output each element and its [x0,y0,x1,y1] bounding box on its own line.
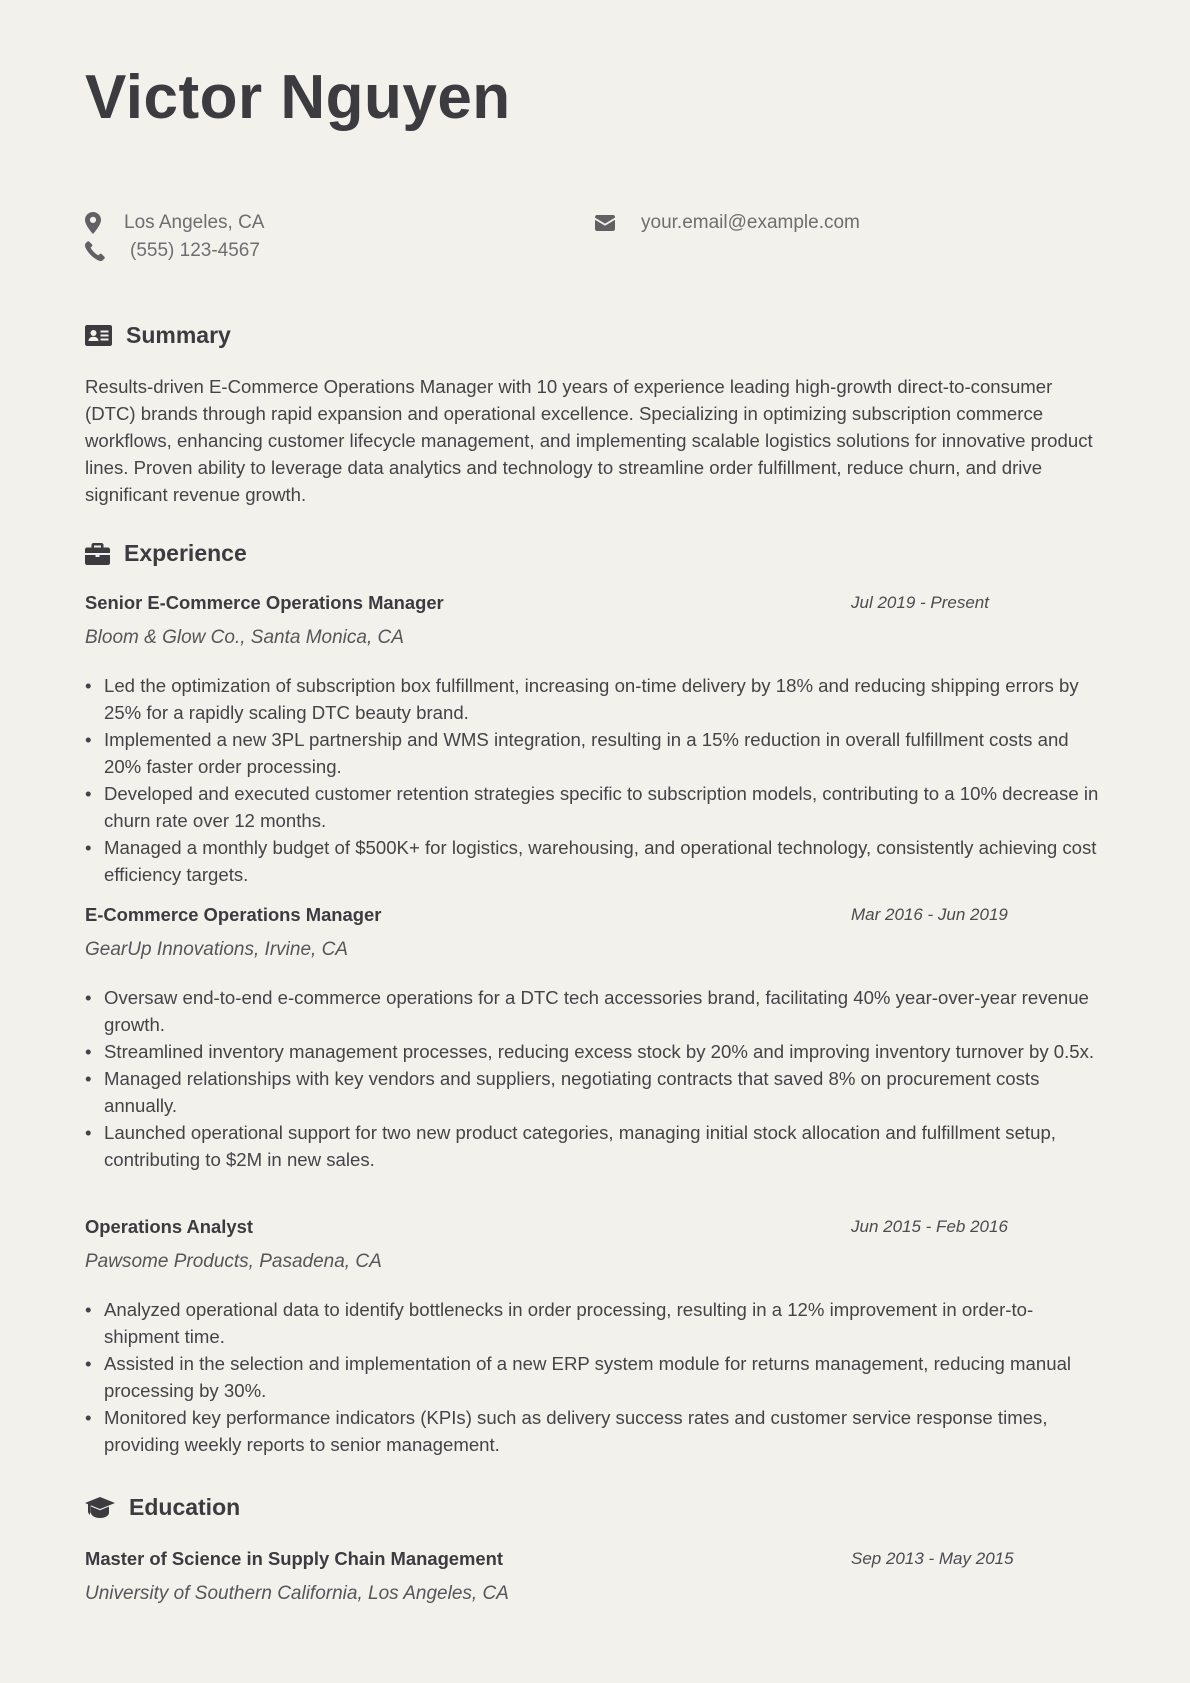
id-card-icon [85,325,112,346]
education-heading [85,1494,240,1521]
job-title: Senior E-Commerce Operations Manager [85,592,444,613]
list-item: • Implemented a new 3PL partnership and WMS integration, resulting in a 15% reduction in overall fulfillment costs and 20% faster order processing. [85,726,1105,780]
contact-email [595,212,860,234]
envelope-icon [595,215,615,231]
graduation-cap-icon [85,1497,115,1519]
job-bullets [85,672,1105,888]
job-bullets [85,1296,1105,1458]
list-item: • Analyzed operational data to identify bottlenecks in order processing, resulting in a 12% improvement in order-to-shipment time. [85,1296,1105,1350]
education-entry [85,1548,1105,1605]
job-bullets [85,984,1105,1173]
education-title: Education [129,1494,241,1520]
degree-title: Master of Science in Supply Chain Management [85,1548,503,1569]
job-company: GearUp Innovations, Irvine, CA [85,939,348,960]
job-entry [85,592,1105,888]
job-title: E-Commerce Operations Manager [85,904,382,925]
job-date: Mar 2016 - Jun 2019 [851,905,1008,924]
experience-heading [85,540,247,567]
job-date: Jul 2019 - Present [851,593,989,612]
list-item: • Developed and executed customer retention strategies specific to subscription models, contributing to a 10% decrease in churn rate over 12 months. [85,780,1105,834]
list-item: • Assisted in the selection and implementation of a new ERP system module for returns management, reducing manual processing by 30%. [85,1350,1105,1404]
list-item: • Monitored key performance indicators (KPIs) such as delivery success rates and customer service response times, providing weekly reports to senior management. [85,1404,1105,1458]
candidate-name: Victor Nguyen [85,63,511,132]
phone-text: (555) 123-4567 [130,240,260,261]
contact-location [85,212,264,234]
location-text: Los Angeles, CA [124,212,265,233]
job-date: Jun 2015 - Feb 2016 [851,1217,1008,1236]
experience-title: Experience [124,540,247,566]
job-company: Bloom & Glow Co., Santa Monica, CA [85,627,404,648]
school-name: University of Southern California, Los Angeles, CA [85,1583,509,1604]
job-title: Operations Analyst [85,1216,253,1237]
job-company: Pawsome Products, Pasadena, CA [85,1251,382,1272]
briefcase-icon [85,543,110,565]
email-text[interactable]: your.email@example.com [641,212,860,233]
job-entry [85,904,1105,1173]
list-item: • Oversaw end-to-end e-commerce operations for a DTC tech accessories brand, facilitating 40% year-over-year revenue growth. [85,984,1105,1038]
education-date: Sep 2013 - May 2015 [851,1549,1014,1568]
map-marker-icon [85,212,101,234]
phone-icon [85,241,105,261]
list-item: • Managed a monthly budget of $500K+ for logistics, warehousing, and operational technology, consistently achieving cost efficiency targets. [85,834,1105,888]
summary-heading [85,322,231,349]
list-item: • Managed relationships with key vendors and suppliers, negotiating contracts that saved 8% on procurement costs annually. [85,1065,1105,1119]
contact-block [85,212,1105,272]
summary-title: Summary [126,322,231,348]
summary-text: Results-driven E-Commerce Operations Manager with 10 years of experience leading high-growth direct-to-consumer (DTC) brands through rapid expansion and operational excellence. Specializing in optimizing subscription commerce workflows, enhancing customer lifecycle management, and implementing scalable logistics solutions for innovative product lines. Proven ability to leverage data analytics and technology to streamline order fulfillment, reduce churn, and drive significant revenue growth. [85,376,1093,505]
contact-phone [85,240,260,262]
list-item: • Led the optimization of subscription box fulfillment, increasing on-time delivery by 18% and reducing shipping errors by 25% for a rapidly scaling DTC beauty brand. [85,672,1105,726]
list-item: • Streamlined inventory management processes, reducing excess stock by 20% and improving inventory turnover by 0.5x. [85,1038,1105,1065]
job-entry [85,1216,1105,1458]
list-item: • Launched operational support for two new product categories, managing initial stock allocation and fulfillment setup, contributing to $2M in new sales. [85,1119,1105,1173]
